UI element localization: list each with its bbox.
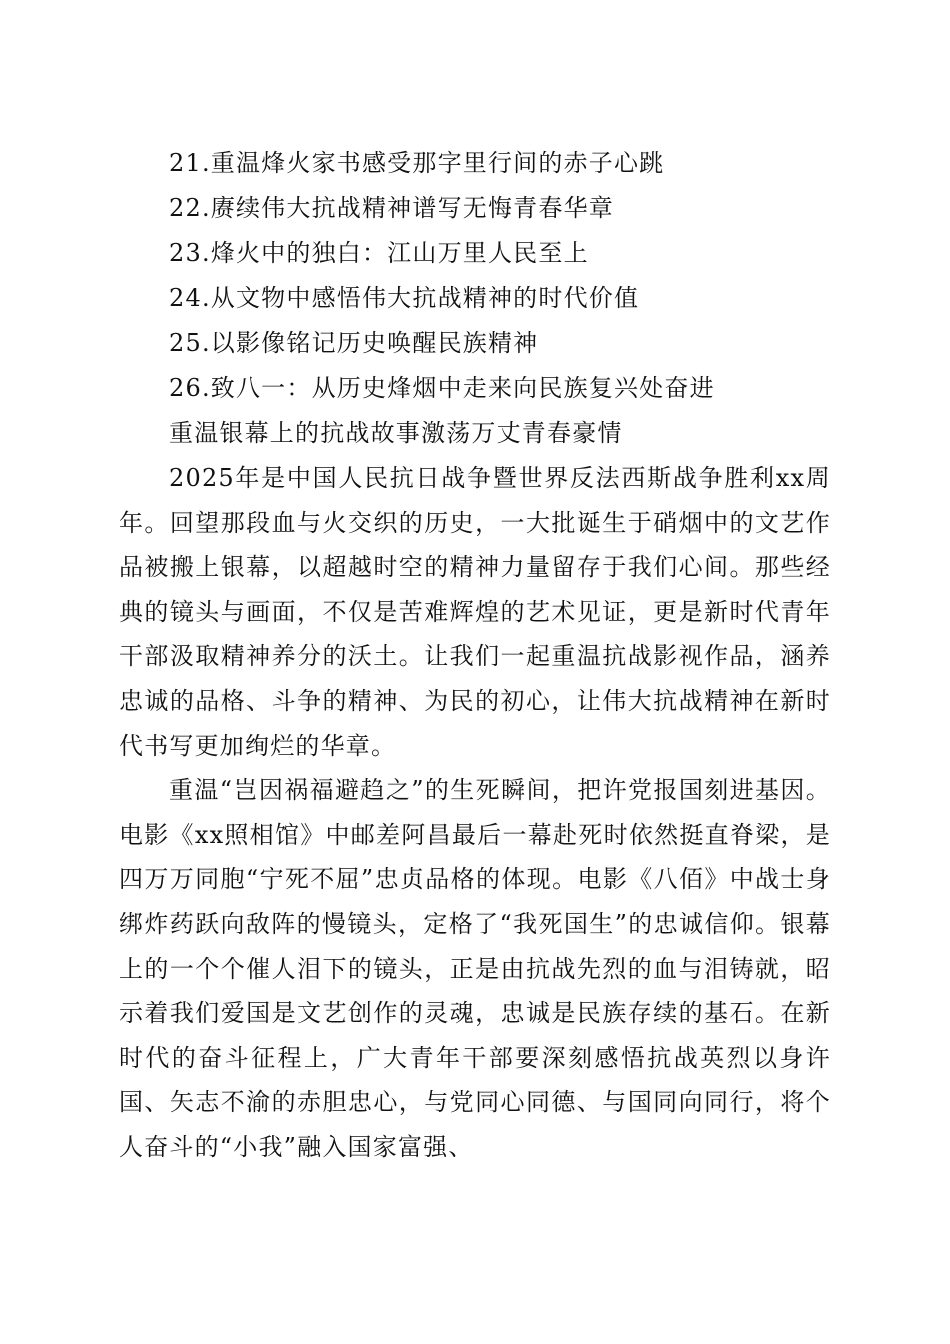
list-item: 22.赓续伟大抗战精神谱写无悔青春华章 (169, 194, 614, 222)
list-item: 23.烽火中的独白：江山万里人民至上 (169, 239, 589, 267)
article-title: 重温银幕上的抗战故事激荡万丈青春豪情 (169, 419, 623, 447)
list-item: 24.从文物中感悟伟大抗战精神的时代价值 (169, 284, 640, 312)
list-item: 21.重温烽火家书感受那字里行间的赤子心跳 (169, 149, 665, 177)
list-item: 25.以影像铭记历史唤醒民族精神 (169, 329, 539, 357)
paragraph-intro: 2025年是中国人民抗日战争暨世界反法西斯战争胜利xx周年。回望那段血与火交织的历史，一大批诞生于硝烟中的文艺作品被搬上银幕，以超越时空的精神力量留存于我们心间。那些经典的镜头与画面，不仅是苦难辉煌的艺术见证，更是新时代青年干部汲取精神养分的沃土。让我们一起重温抗战影视作品，涵养忠诚的品格、斗争的精神、为民的初心，让伟大抗战精神在新时代书写更加绚烂的华章。 (119, 464, 831, 760)
list-item: 26.致八一：从历史烽烟中走来向民族复兴处奋进 (169, 374, 715, 402)
paragraph-body: 重温“岂因祸福避趋之”的生死瞬间，把许党报国刻进基因。电影《xx照相馆》中邮差阿昌最后一幕赴死时依然挺直脊梁，是四万万同胞“宁死不屈”忠贞品格的体现。电影《八佰》中战士身绑炸药跃向敌阵的慢镜头，定格了“我死国生”的忠诚信仰。银幕上的一个个催人泪下的镜头，正是由抗战先烈的血与泪铸就，昭示着我们爱国是文艺创作的灵魂，忠诚是民族存续的基石。在新时代的奋斗征程上，广大青年干部要深刻感悟抗战英烈以身许国、矢志不渝的赤胆忠心，与党同心同德、与国同向同行，将个人奋斗的“小我”融入国家富强、 (119, 776, 831, 1161)
document-body (119, 141, 831, 1170)
